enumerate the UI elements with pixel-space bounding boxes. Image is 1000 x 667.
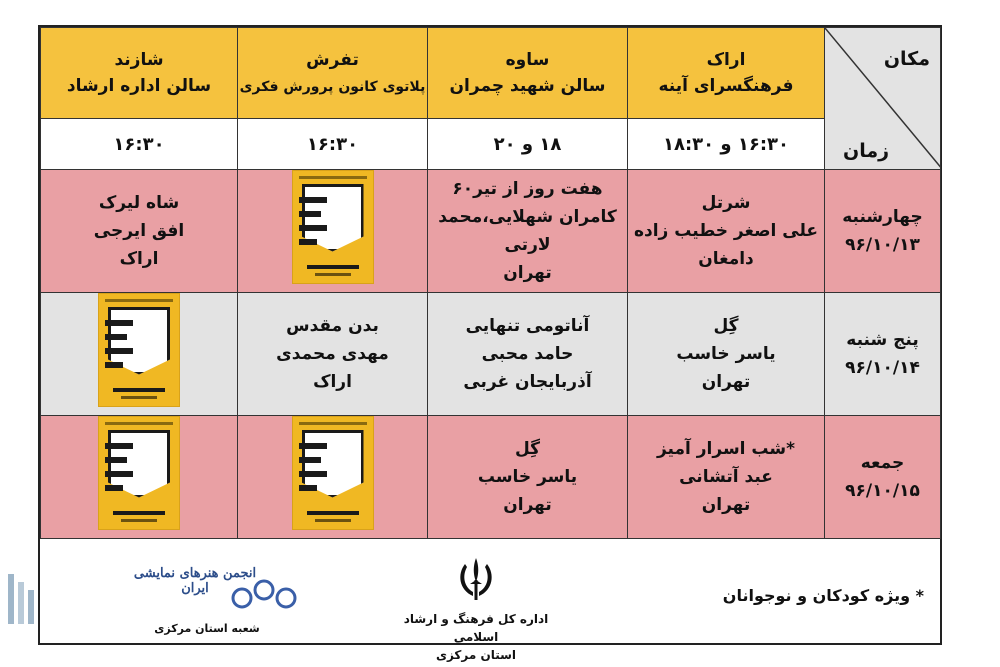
performance-line: تهران xyxy=(503,495,552,515)
ministry-province: استان مرکزی xyxy=(435,648,517,662)
performance-line: شاه لیرک xyxy=(98,193,180,213)
time-cell: ۱۶:۳۰ xyxy=(41,119,238,170)
venue-city: شازند xyxy=(114,50,164,70)
performance-cell xyxy=(238,416,428,539)
performance-line: بدن مقدس xyxy=(286,316,379,336)
day-label xyxy=(825,416,941,539)
ministry-logo xyxy=(386,554,566,662)
performance-line: هفت روز از تیر۶۰ xyxy=(452,179,603,199)
day-date: ۹۶/۱۰/۱۳ xyxy=(845,235,920,255)
day-date: ۹۶/۱۰/۱۵ xyxy=(845,481,920,501)
venue-hall: فرهنگسرای آینه xyxy=(658,76,794,96)
watermark-logo xyxy=(4,568,38,644)
performance-cell xyxy=(628,416,825,539)
day-name: چهارشنبه xyxy=(842,207,923,227)
day-row xyxy=(41,293,941,416)
performance-line: یاسر خاسب xyxy=(676,344,776,364)
performance-line: کامران شهلایی،محمد لارتی xyxy=(438,207,617,255)
performance-line: افق ایرجی xyxy=(93,221,185,241)
performance-cell xyxy=(41,170,238,293)
festival-poster-icon xyxy=(99,417,179,529)
venue-header xyxy=(628,28,825,119)
watermark-icon xyxy=(4,568,38,644)
association-branch: شعبه استان مرکزی xyxy=(154,622,260,635)
performance-cell xyxy=(628,170,825,293)
time-cell: ۱۶:۳۰ xyxy=(238,119,428,170)
venue-header xyxy=(238,28,428,119)
venue-city: اراک xyxy=(706,50,746,70)
venue-hall: پلاتوی کانون پرورش فکری xyxy=(239,78,426,95)
performance-cell xyxy=(41,293,238,416)
performance-line: عبد آتشانی xyxy=(679,467,773,487)
corner-header xyxy=(825,28,941,170)
venue-header xyxy=(41,28,238,119)
performance-cell xyxy=(628,293,825,416)
performance-cell xyxy=(428,293,628,416)
festival-poster-icon xyxy=(293,171,373,283)
performance-line: حامد محبی xyxy=(481,344,574,364)
venue-city: ساوه xyxy=(505,50,550,70)
performance-line: اراک xyxy=(119,249,159,269)
performance-line: تهران xyxy=(503,263,552,283)
venue-hall: سالن اداره ارشاد xyxy=(66,76,212,96)
performance-line: علی اصغر خطیب زاده xyxy=(633,221,819,241)
performance-line: تهران xyxy=(701,372,751,392)
iran-emblem-icon xyxy=(451,554,501,606)
day-label xyxy=(825,293,941,416)
footnote: * ویژه کودکان و نوجوانان xyxy=(722,586,924,605)
time-header-label: زمان xyxy=(843,140,890,162)
venue-city: تفرش xyxy=(306,49,359,70)
performance-line: مهدی محمدی xyxy=(276,344,389,364)
day-row xyxy=(41,170,941,293)
schedule-table xyxy=(40,27,941,539)
performance-line: شرتل xyxy=(701,193,751,213)
performance-line: دامغان xyxy=(698,249,754,269)
footer xyxy=(40,552,940,662)
performance-cell xyxy=(41,416,238,539)
performance-cell xyxy=(238,293,428,416)
venue-header xyxy=(428,28,628,119)
day-name: جمعه xyxy=(860,453,905,473)
association-logo xyxy=(120,552,300,645)
performance-cell xyxy=(428,416,628,539)
time-cell: ۱۸ و ۲۰ xyxy=(428,119,628,170)
schedule-sheet xyxy=(38,25,942,662)
performance-cell xyxy=(238,170,428,293)
performance-line: اراک xyxy=(313,372,352,392)
venue-hall: سالن شهید چمران xyxy=(449,76,606,96)
performance-line: تهران xyxy=(701,495,751,515)
festival-poster-icon xyxy=(293,417,373,529)
day-label xyxy=(825,170,941,293)
time-cell: ۱۶:۳۰ و ۱۸:۳۰ xyxy=(628,119,825,170)
performance-line: گِل xyxy=(713,316,739,336)
performance-line: گِل xyxy=(514,439,541,459)
association-name: انجمن هنرهای نمایشی ایران xyxy=(133,566,257,596)
performance-cell xyxy=(428,170,628,293)
festival-poster-icon xyxy=(99,294,179,406)
day-row xyxy=(41,416,941,539)
day-date: ۹۶/۱۰/۱۴ xyxy=(845,358,920,378)
performance-line: یاسر خاسب xyxy=(477,467,578,487)
performance-line: آناتومی تنهایی xyxy=(465,316,590,336)
day-name: پنج شنبه xyxy=(846,330,919,350)
performance-line: آذربایجان غربی xyxy=(463,372,592,392)
place-header-label: مکان xyxy=(883,48,930,70)
performance-line: *شب اسرار آمیز xyxy=(656,439,796,459)
ministry-name: اداره کل فرهنگ و ارشاد اسلامی xyxy=(403,612,549,644)
